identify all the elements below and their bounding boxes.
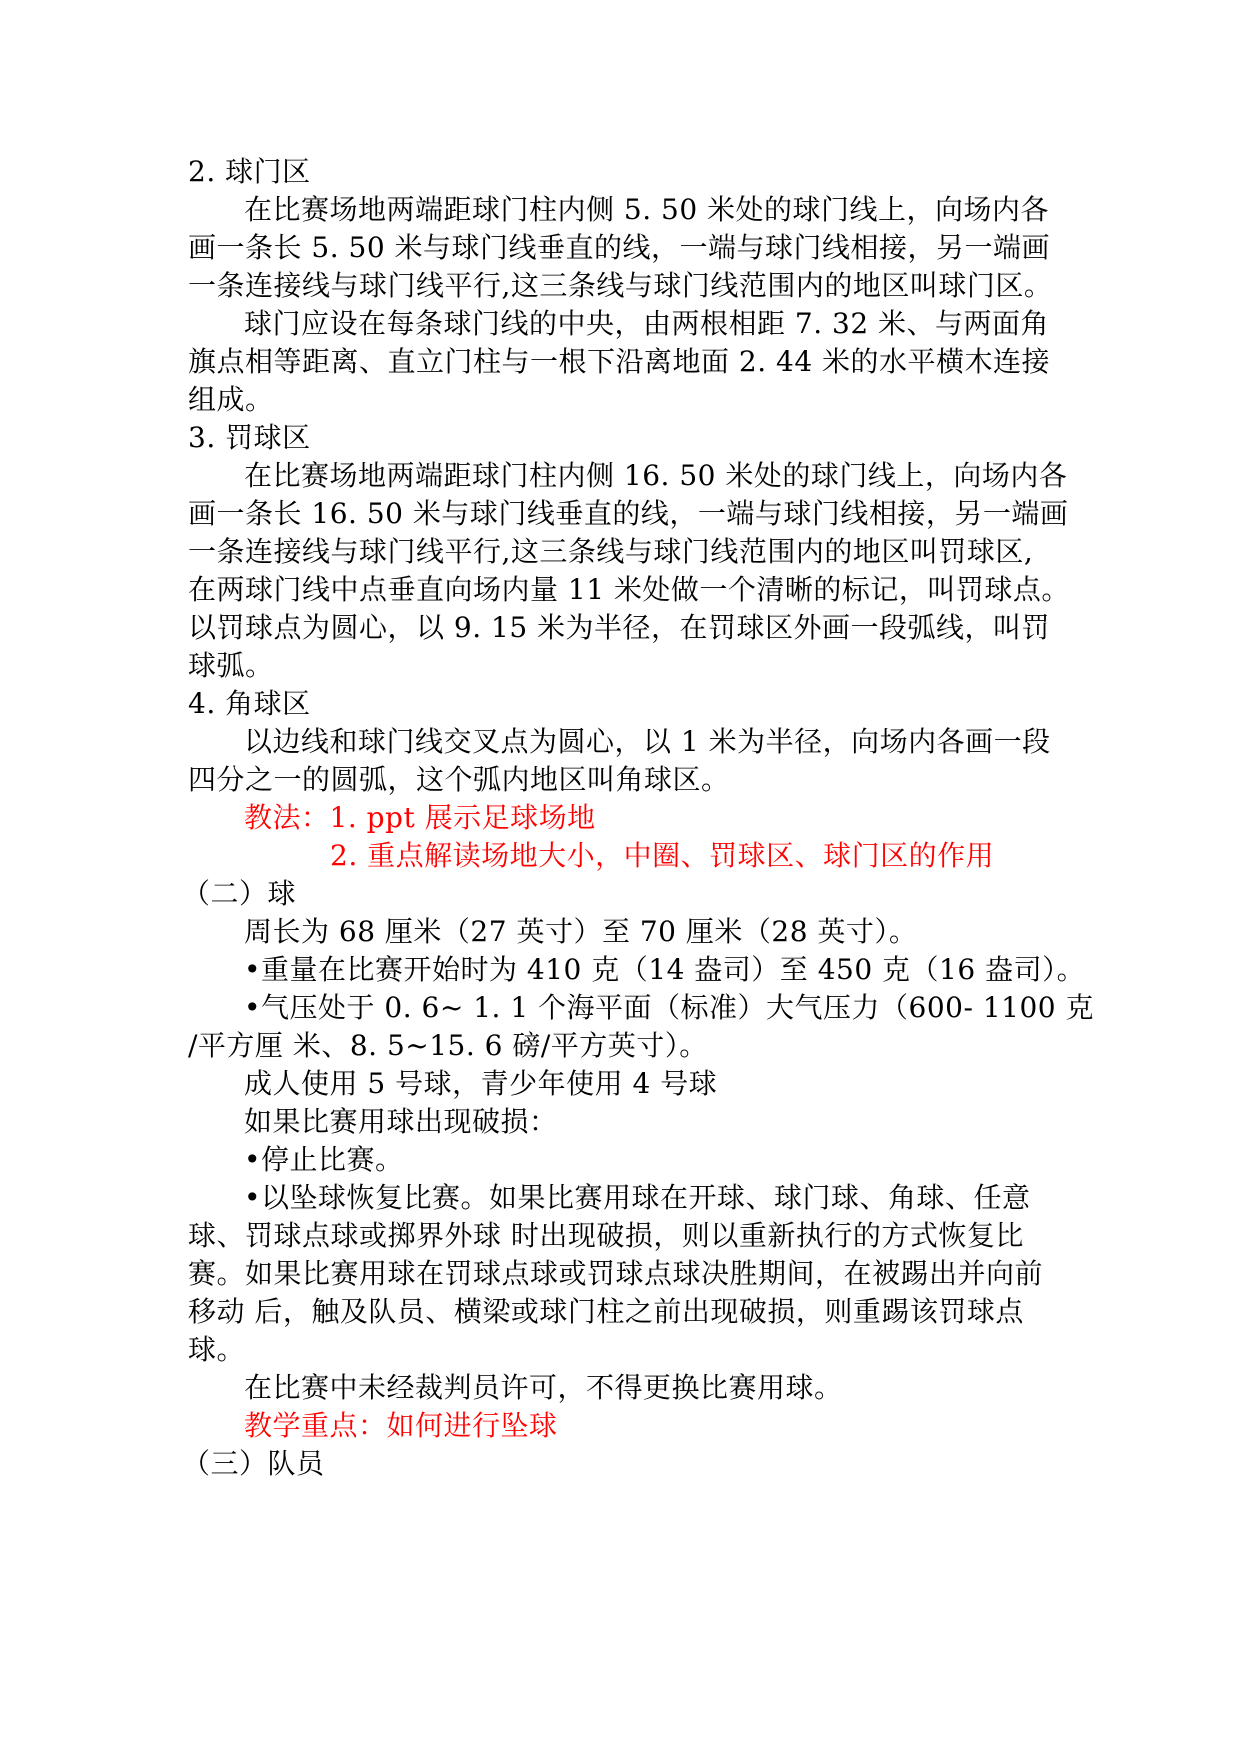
paragraph-line: 在比赛场地两端距球门柱内侧 5. 50 米处的球门线上，向场内各 (244, 193, 1050, 226)
ball-circumference: 周长为 68 厘米（27 英寸）至 70 厘米（28 英寸）。 (244, 915, 918, 948)
paragraph-line: 画一条长 16. 50 米与球门线垂直的线，一端与球门线相接，另一端画 (188, 497, 1069, 530)
paragraph-line: 球弧。 (188, 649, 274, 682)
ball-no-change: 在比赛中未经裁判员许可，不得更换比赛用球。 (244, 1371, 843, 1404)
paragraph-line: 球、罚球点球或掷界外球 时出现破损，则以重新执行的方式恢复比 (188, 1219, 1024, 1252)
ball-weight: •重量在比赛开始时为 410 克（14 盎司）至 450 克（16 盎司）。 (244, 953, 1086, 986)
teaching-method-1: 教法：1. ppt 展示足球场地 (244, 801, 596, 834)
paragraph-line: 移动 后，触及队员、横梁或球门柱之前出现破损，则重踢该罚球点 (188, 1295, 1024, 1328)
heading-goal-area: 2. 球门区 (188, 155, 311, 188)
paragraph-line: 以边线和球门线交叉点为圆心，以 1 米为半径，向场内各画一段 (244, 725, 1051, 758)
paragraph-line: 一条连接线与球门线平行,这三条线与球门线范围内的地区叫罚球区, (188, 535, 1034, 568)
heading-ball: （二）球 (182, 877, 297, 910)
ball-pressure: •气压处于 0. 6~ 1. 1 个海平面（标准）大气压力（600- 1100 克 (244, 991, 1095, 1024)
paragraph-line: 以罚球点为圆心，以 9. 15 米为半径，在罚球区外画一段弧线，叫罚 (188, 611, 1051, 644)
ball-stop: •停止比赛。 (244, 1143, 404, 1176)
teaching-key-point: 教学重点：如何进行坠球 (244, 1409, 558, 1442)
ball-damaged-intro: 如果比赛用球出现破损： (244, 1105, 558, 1138)
paragraph-line: 一条连接线与球门线平行,这三条线与球门线范围内的地区叫球门区。 (188, 269, 1053, 302)
paragraph-line: 四分之一的圆弧，这个弧内地区叫角球区。 (188, 763, 730, 796)
paragraph-line: 球。 (188, 1333, 246, 1366)
teaching-method-2: 2. 重点解读场地大小，中圈、罚球区、球门区的作用 (330, 839, 995, 872)
paragraph-line: 球门应设在每条球门线的中央，由两根相距 7. 32 米、与两面角 (244, 307, 1050, 340)
ball-pressure-cont: /平方厘 米、8. 5~15. 6 磅/平方英寸）。 (188, 1029, 708, 1062)
paragraph-line: 画一条长 5. 50 米与球门线垂直的线，一端与球门线相接，另一端画 (188, 231, 1051, 264)
paragraph-line: 组成。 (188, 383, 274, 416)
paragraph-line: 在比赛场地两端距球门柱内侧 16. 50 米处的球门线上，向场内各 (244, 459, 1068, 492)
paragraph-line: 赛。如果比赛用球在罚球点球或罚球点球决胜期间，在被踢出并向前 (188, 1257, 1044, 1290)
heading-corner-area: 4. 角球区 (188, 687, 311, 720)
ball-size: 成人使用 5 号球，青少年使用 4 号球 (244, 1067, 718, 1100)
paragraph-line: 在两球门线中点垂直向场内量 11 米处做一个清晰的标记，叫罚球点。 (188, 573, 1070, 606)
paragraph-line: 旗点相等距离、直立门柱与一根下沿离地面 2. 44 米的水平横木连接 (188, 345, 1051, 378)
heading-penalty-area: 3. 罚球区 (188, 421, 311, 454)
heading-players: （三）队员 (182, 1447, 325, 1480)
paragraph-line: •以坠球恢复比赛。如果比赛用球在开球、球门球、角球、任意 (244, 1181, 1031, 1214)
